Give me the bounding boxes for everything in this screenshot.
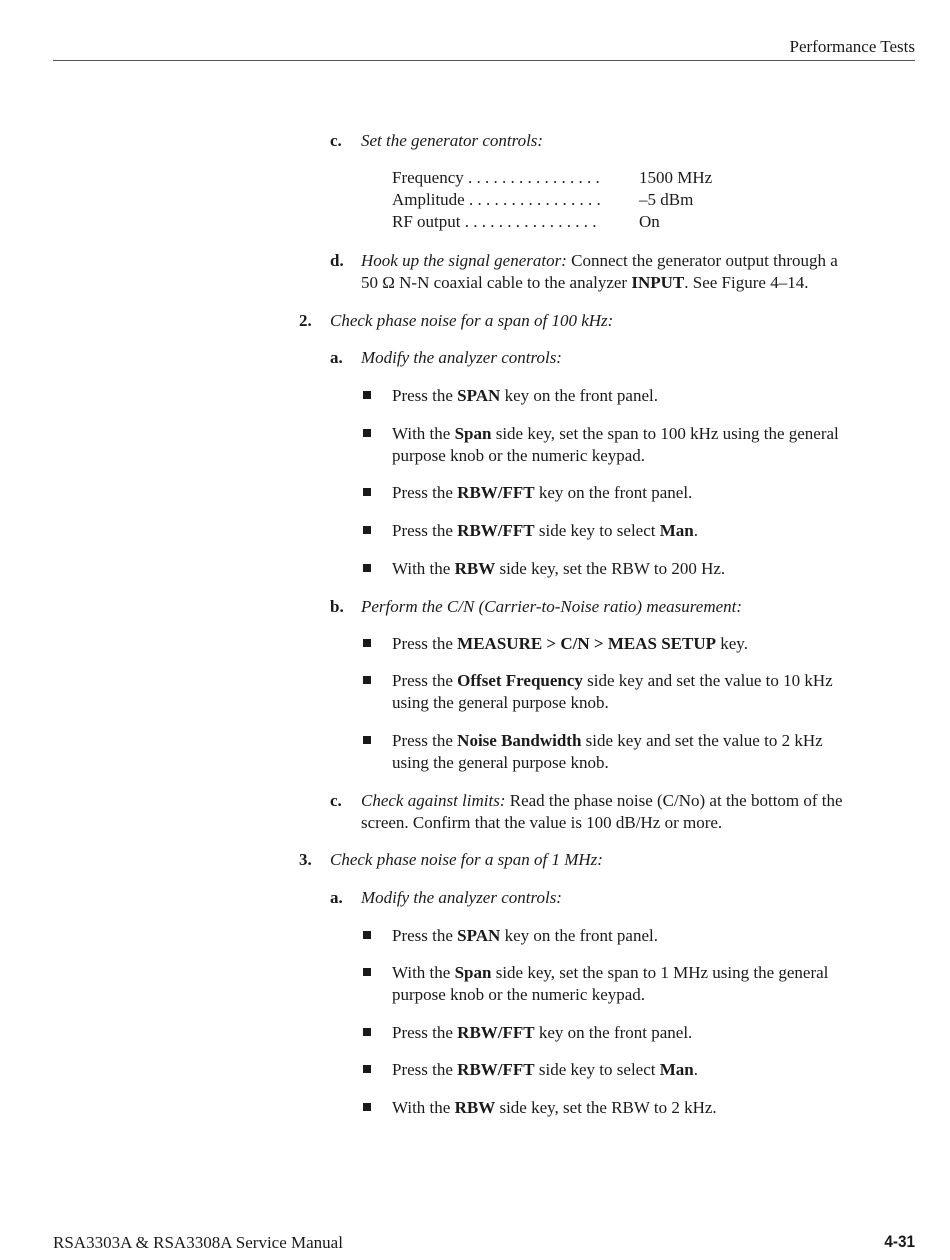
text: Read the phase noise (C/No) at the bottom of the [505, 791, 843, 810]
text: . [693, 521, 698, 540]
step-number: 2. [299, 311, 312, 330]
text: key on the front panel. [500, 926, 658, 945]
list-item [392, 730, 823, 774]
bullet-icon [363, 429, 371, 437]
text: Press the [392, 671, 458, 690]
text: purpose knob or the numeric keypad. [392, 985, 646, 1004]
text: side key, set the RBW to 200 Hz. [495, 559, 726, 578]
list-item [392, 1097, 717, 1119]
text: key. [716, 634, 748, 653]
substep-label: a. [330, 888, 343, 907]
text: side key to select [534, 1060, 660, 1079]
list-item [392, 633, 748, 655]
key-name: MEASURE > C/N > MEAS SETUP [457, 634, 716, 653]
text: side key, set the span to 1 MHz using the general [491, 963, 829, 982]
text: With the [392, 559, 455, 578]
step-label: c. [330, 131, 342, 150]
key-name: Span [454, 424, 492, 443]
page-number: 4-31 [884, 1232, 915, 1251]
text: Press the [392, 926, 458, 945]
key-name: RBW [454, 1098, 496, 1117]
substep-title: Perform the C/N (Carrier-to-Noise ratio) measurement: [361, 597, 743, 616]
setting-name: Amplitude . . . . . . . . . . . . . . . . [392, 190, 601, 209]
key-name: SPAN [457, 386, 501, 405]
key-name: RBW/FFT [457, 1060, 535, 1079]
key-name: RBW/FFT [457, 483, 535, 502]
setting-value: On [639, 212, 660, 231]
text: side key, set the RBW to 2 kHz. [495, 1098, 717, 1117]
key-name: Man [659, 1060, 694, 1079]
list-item [392, 385, 658, 407]
setting-value: 1500 MHz [639, 168, 713, 187]
text: key on the front panel. [500, 386, 658, 405]
key-name: Span [454, 963, 492, 982]
step-text: . See Figure 4–14. [684, 273, 809, 292]
bullet-icon [363, 1028, 371, 1036]
text: using the general purpose knob. [392, 753, 609, 772]
list-item [392, 558, 725, 580]
text: side key and set the value to 10 kHz [582, 671, 833, 690]
step-title: Set the generator controls: [361, 131, 544, 150]
text: purpose knob or the numeric keypad. [392, 446, 646, 465]
text: Press the [392, 386, 458, 405]
text: . [693, 1060, 698, 1079]
step-text: Connect the generator output through a [566, 251, 838, 270]
bullet-icon [363, 931, 371, 939]
setting-name: RF output . . . . . . . . . . . . . . . . [392, 212, 597, 231]
list-item [392, 1059, 698, 1081]
list-item [392, 670, 833, 714]
text: Press the [392, 483, 458, 502]
text: screen. Confirm that the value is 100 dB/Hz or more. [361, 813, 723, 832]
text: Press the [392, 521, 458, 540]
text: Press the [392, 1023, 458, 1042]
text: Press the [392, 1060, 458, 1079]
bullet-icon [363, 488, 371, 496]
bullet-icon [363, 526, 371, 534]
bullet-icon [363, 736, 371, 744]
list-item [392, 1022, 692, 1044]
text: side key, set the span to 100 kHz using the general [491, 424, 839, 443]
text: With the [392, 963, 455, 982]
input-connector: INPUT [631, 273, 685, 292]
step-label: d. [330, 251, 344, 270]
bullet-icon [363, 639, 371, 647]
setting-name: Frequency . . . . . . . . . . . . . . . . [392, 168, 600, 187]
text: using the general purpose knob. [392, 693, 609, 712]
key-name: Man [659, 521, 694, 540]
bullet-icon [363, 1065, 371, 1073]
text: key on the front panel. [534, 483, 693, 502]
key-name: SPAN [457, 926, 501, 945]
text: key on the front panel. [534, 1023, 693, 1042]
text: With the [392, 424, 455, 443]
text: side key and set the value to 2 kHz [581, 731, 823, 750]
bullet-icon [363, 676, 371, 684]
step-paragraph [361, 250, 838, 294]
step-number: 3. [299, 850, 312, 869]
bullet-icon [363, 968, 371, 976]
step-title: Hook up the signal generator: [361, 251, 567, 270]
key-name: RBW [454, 559, 496, 578]
list-item [392, 482, 692, 504]
setting-value: –5 dBm [639, 190, 694, 209]
section-title: Performance Tests [789, 37, 915, 56]
substep-title: Check against limits: [361, 791, 506, 810]
list-item [392, 520, 698, 542]
substep-title: Modify the analyzer controls: [361, 348, 562, 367]
key-name: Offset Frequency [457, 671, 583, 690]
text: side key to select [534, 521, 660, 540]
bullet-icon [363, 391, 371, 399]
substep-title: Modify the analyzer controls: [361, 888, 562, 907]
substep-paragraph [361, 790, 843, 834]
step-title: Check phase noise for a span of 1 MHz: [330, 850, 603, 869]
list-item [392, 423, 839, 467]
substep-label: b. [330, 597, 344, 616]
manual-title: RSA3303A & RSA3308A Service Manual [53, 1233, 343, 1252]
text: Press the [392, 731, 458, 750]
step-text: 50 Ω N-N coaxial cable to the analyzer [361, 273, 632, 292]
text: Press the [392, 634, 458, 653]
bullet-icon [363, 564, 371, 572]
key-name: Noise Bandwidth [457, 731, 582, 750]
key-name: RBW/FFT [457, 521, 535, 540]
list-item [392, 925, 658, 947]
substep-label: a. [330, 348, 343, 367]
key-name: RBW/FFT [457, 1023, 535, 1042]
substep-label: c. [330, 791, 342, 810]
step-title: Check phase noise for a span of 100 kHz: [330, 311, 614, 330]
list-item [392, 962, 828, 1006]
bullet-icon [363, 1103, 371, 1111]
text: With the [392, 1098, 455, 1117]
